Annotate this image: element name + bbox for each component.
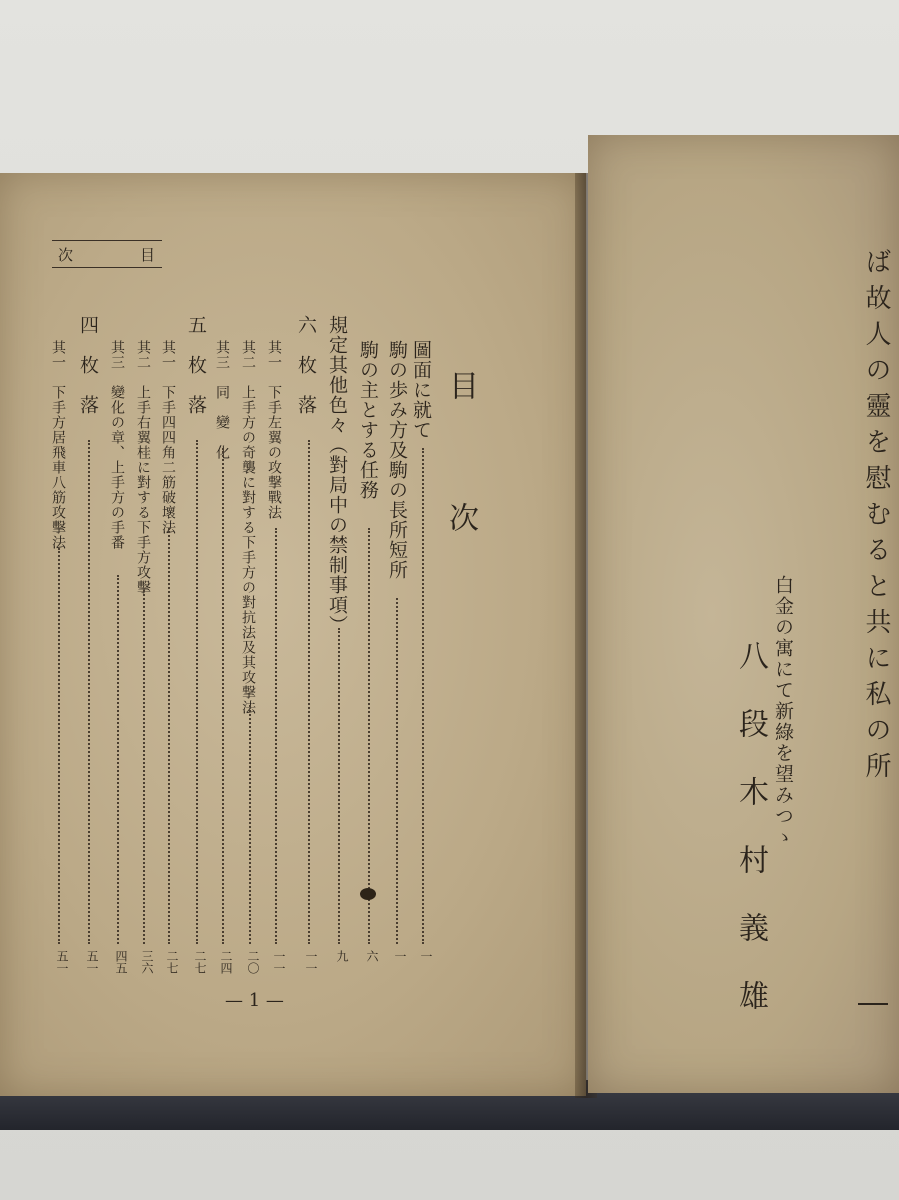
toc-sub-six-1: 其一 下手左翼の攻撃戰法: [266, 340, 282, 520]
header-label-left: 次: [58, 246, 74, 264]
toc-leader-5: [308, 440, 310, 944]
toc-leader-9: [196, 440, 198, 944]
toc-section-six: 六 枚 落: [295, 315, 317, 415]
toc-page-4: 九: [335, 950, 349, 962]
preface-place: 白金の寓にて新綠を望みつゝ: [772, 575, 794, 848]
preface-author: 八段木村義雄: [733, 640, 768, 1048]
toc-page-7: 二〇: [246, 950, 260, 974]
right-page-folio: [858, 1003, 888, 1005]
preface-text: ば故人の靈を慰むると共に私の所: [861, 248, 891, 788]
toc-leader-4: [338, 628, 340, 944]
toc-leader-12: [117, 575, 119, 944]
header-rule-top: [52, 240, 162, 241]
toc-section-four: 四 枚 落: [77, 315, 99, 415]
toc-leader-8: [222, 448, 224, 944]
toc-leader-7: [249, 705, 251, 944]
toc-page-13: 五一: [85, 950, 99, 974]
toc-sub-six-2: 其二 上手方の奇襲に對する下手方の對抗法及其攻撃法: [240, 340, 256, 715]
toc-leader-1: [422, 448, 424, 944]
toc-sub-five-2: 其二 上手右翼桂に對する下手方攻擊: [135, 340, 151, 595]
ink-spot: [360, 888, 376, 900]
toc-leader-11: [143, 590, 145, 944]
toc-page-8: 二四: [219, 950, 233, 974]
toc-page-2: 一: [393, 950, 407, 962]
toc-leader-13: [88, 440, 90, 944]
toc-page-10: 二七: [165, 950, 179, 974]
toc-section-five: 五 枚 落: [185, 315, 207, 415]
toc-sub-six-3: 其三 同 變 化: [214, 340, 230, 460]
toc-item-4: 規定其他色々（對局中の禁制事項）: [326, 315, 348, 635]
left-page-folio: — 1 —: [225, 990, 284, 1011]
toc-page-9: 二七: [193, 950, 207, 974]
toc-leader-3: [368, 528, 370, 944]
header-label-right: 目: [140, 246, 156, 264]
toc-page-3: 六: [365, 950, 379, 962]
toc-sub-five-3: 其三 變化の章、上手方の手番: [109, 340, 125, 550]
toc-leader-10: [168, 528, 170, 944]
toc-page-12: 四五: [114, 950, 128, 974]
toc-leader-2: [396, 598, 398, 944]
toc-sub-four-1: 其一 下手方居飛車八筋攻擊法: [50, 340, 66, 550]
toc-item-2: 駒の歩み方及駒の長所短所: [386, 340, 408, 580]
toc-page-11: 三六: [140, 950, 154, 974]
toc-page-1: 一: [419, 950, 433, 962]
toc-page-14: 五一: [55, 950, 69, 974]
toc-item-3: 駒の主とする任務: [357, 340, 379, 500]
toc-title: 目 次: [443, 370, 478, 568]
toc-item-1: 圖面に就て: [410, 340, 432, 440]
toc-leader-14: [58, 548, 60, 944]
toc-page-6: 一一: [272, 950, 286, 974]
toc-page-5: 一一: [304, 950, 318, 974]
toc-sub-five-1: 其一 下手四四角二筋破壞法: [160, 340, 176, 535]
header-rule-bottom: [52, 267, 162, 268]
toc-leader-6: [275, 528, 277, 944]
